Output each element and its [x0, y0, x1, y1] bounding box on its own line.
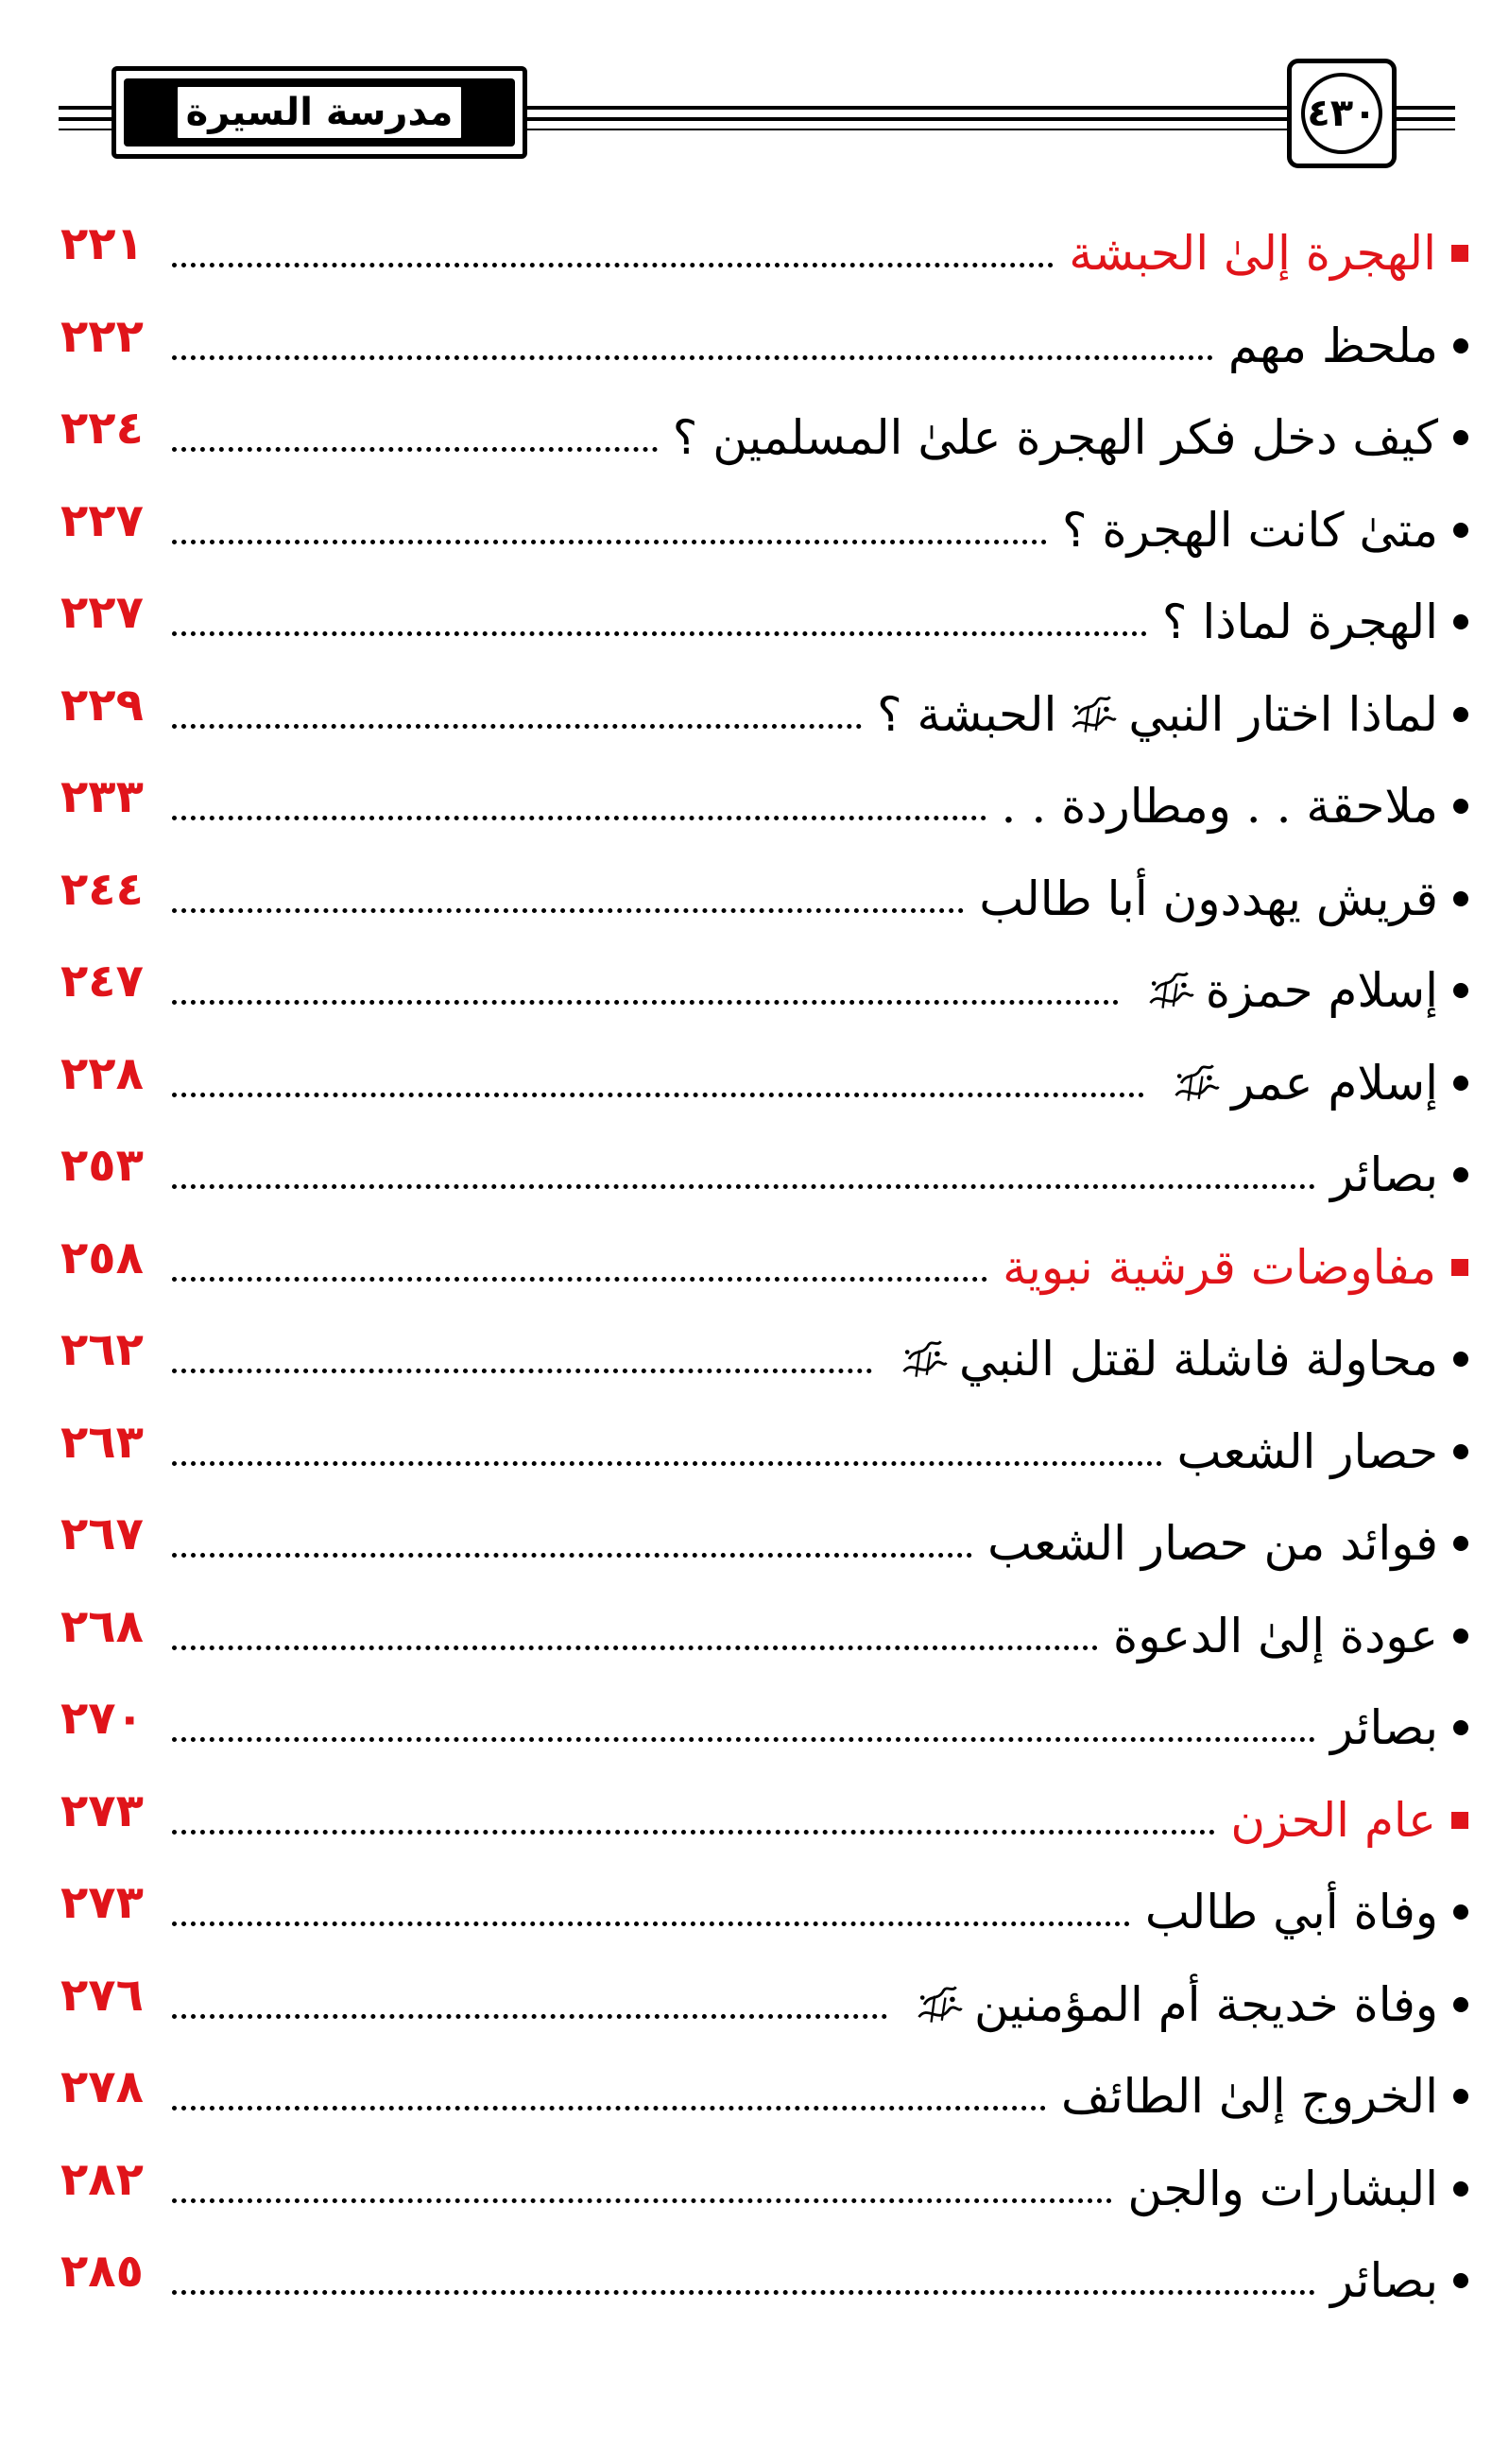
toc-page-number: ٢٦٣	[60, 1416, 144, 1469]
item-dot-bullet	[1453, 1167, 1468, 1182]
toc-entry-label	[673, 400, 1468, 475]
toc-item-row[interactable]	[60, 1598, 1468, 1683]
toc-entry-label	[1061, 2059, 1468, 2134]
item-dot-bullet	[1453, 891, 1468, 906]
toc-leader-dots	[172, 1728, 1315, 1742]
toc-entry-text: بصائر	[1329, 2253, 1438, 2308]
toc-item-row[interactable]	[60, 953, 1468, 1038]
item-dot-bullet	[1453, 707, 1468, 722]
item-dot-bullet	[1453, 1628, 1468, 1644]
item-dot-bullet	[1453, 338, 1468, 353]
toc-entry-label	[1003, 1230, 1468, 1305]
salla-allahu-alayhi-wa-sallam-glyph-icon	[897, 1333, 950, 1386]
item-dot-bullet	[1453, 799, 1468, 814]
toc-leader-dots	[172, 2096, 1046, 2111]
toc-entry-label	[1177, 1414, 1469, 1490]
toc-page-number: ٢٤٧	[60, 955, 144, 1008]
toc-entry-text: حصار الشعب	[1176, 1424, 1438, 1479]
toc-entry-text: إسلام حمزة	[1205, 963, 1438, 1018]
toc-item-row[interactable]	[60, 400, 1468, 485]
toc-page-number: ٢٧٠	[60, 1692, 144, 1745]
toc-leader-dots	[172, 530, 1047, 544]
toc-entry-text: متىٰ كانت الهجرة ؟	[1061, 503, 1438, 558]
toc-page-number: ٢٦٧	[60, 1508, 144, 1560]
toc-entry-text: لماذا اختار النبي	[1128, 687, 1438, 742]
toc-entry-label	[979, 861, 1468, 937]
section-square-bullet	[1451, 1259, 1468, 1276]
toc-leader-dots	[172, 1359, 872, 1373]
toc-section-row[interactable]	[60, 1230, 1468, 1315]
toc-section-row[interactable]	[60, 1783, 1468, 1868]
toc-entry-label	[902, 1967, 1468, 2042]
toc-leader-dots	[172, 2281, 1315, 2295]
toc-entry-text: عودة إلىٰ الدعوة	[1113, 1609, 1438, 1663]
toc-page-number: ٢٥٣	[60, 1139, 144, 1192]
toc-item-row[interactable]	[60, 1137, 1468, 1222]
toc-entry-text: قريش يهددون أبا طالب	[979, 871, 1438, 926]
toc-entry-text: كيف دخل فكر الهجرة علىٰ المسلمين ؟	[672, 410, 1438, 465]
toc-leader-dots	[172, 438, 658, 452]
item-dot-bullet	[1453, 614, 1468, 629]
item-dot-bullet	[1453, 2273, 1468, 2288]
item-dot-bullet	[1453, 1720, 1468, 1735]
toc-leader-dots	[172, 1267, 987, 1282]
toc-leader-dots	[172, 2005, 887, 2019]
toc-item-row[interactable]	[60, 1506, 1468, 1591]
toc-entry-label	[1330, 1690, 1468, 1766]
toc-item-row[interactable]	[60, 1045, 1468, 1130]
toc-item-row[interactable]	[60, 1321, 1468, 1406]
toc-page-number: ٢٧٣	[60, 1784, 144, 1837]
toc-page-number: ٢٢١	[60, 217, 144, 270]
toc-entry-label	[1134, 953, 1468, 1028]
item-dot-bullet	[1453, 1352, 1468, 1367]
page-number: ٤٣٠	[1301, 73, 1382, 154]
toc-entry-label	[987, 1506, 1468, 1581]
toc-entry-text: الهجرة لماذا ؟	[1161, 594, 1438, 649]
toc-entry-label	[1159, 1045, 1468, 1121]
toc-leader-dots	[172, 1083, 1144, 1097]
toc-page-number: ٢٦٨	[60, 1600, 144, 1653]
toc-entry-text: إسلام عمر	[1231, 1056, 1438, 1111]
toc-leader-dots	[172, 991, 1119, 1005]
toc-leader-dots	[172, 715, 862, 729]
toc-item-row[interactable]	[60, 308, 1468, 393]
toc-page-number: ٢٢٧	[60, 494, 144, 547]
toc-entry-label	[1113, 1598, 1468, 1674]
toc-leader-dots	[172, 1912, 1130, 1926]
toc-entry-label	[1069, 215, 1468, 291]
toc-leader-dots	[172, 1636, 1098, 1650]
toc-leader-dots	[172, 806, 986, 820]
toc-item-row[interactable]	[60, 492, 1468, 577]
toc-entry-label	[1145, 1874, 1468, 1950]
item-dot-bullet	[1453, 1536, 1468, 1551]
toc-entry-text: الهجرة إلىٰ الحبشة	[1069, 226, 1436, 281]
section-square-bullet	[1451, 1812, 1468, 1829]
toc-leader-dots	[172, 346, 1213, 360]
radiya-allahu-anhu-glyph-icon	[1169, 1057, 1222, 1110]
toc-leader-dots	[172, 1175, 1315, 1189]
item-dot-bullet	[1453, 983, 1468, 998]
section-square-bullet	[1451, 245, 1468, 262]
toc-page-number: ٢٢٤	[60, 402, 144, 455]
toc-entry-text: بصائر	[1329, 1700, 1438, 1755]
toc-item-row[interactable]	[60, 1967, 1468, 2052]
toc-leader-dots	[172, 1543, 972, 1558]
toc-page-number: ٢٧٣	[60, 1876, 144, 1929]
item-dot-bullet	[1453, 430, 1468, 445]
toc-page-number: ٢٢٨	[60, 1047, 144, 1100]
toc-entry-text: مفاوضات قرشية نبوية	[1003, 1240, 1436, 1295]
toc-item-row[interactable]	[60, 768, 1468, 853]
toc-entry-label	[1330, 2243, 1468, 2318]
toc-item-row[interactable]	[60, 2151, 1468, 2236]
toc-page-number: ٢٦٢	[60, 1323, 144, 1376]
toc-entry-label	[1230, 1783, 1468, 1858]
toc-page-number: ٢٢٢	[60, 310, 144, 363]
toc-entry-text: وفاة خديجة أم المؤمنين	[973, 1977, 1438, 2032]
toc-section-row[interactable]	[60, 215, 1468, 301]
toc-page-number: ٢٧٦	[60, 1969, 144, 2022]
toc-entry-text: بصائر	[1329, 1147, 1438, 1202]
toc-item-row[interactable]	[60, 584, 1468, 669]
toc-entry-text: فوائد من حصار الشعب	[987, 1516, 1438, 1571]
toc-entry-text: محاولة فاشلة لقتل النبي	[958, 1332, 1438, 1387]
toc-leader-dots	[172, 1452, 1162, 1466]
toc-item-row[interactable]	[60, 2059, 1468, 2144]
toc-leader-dots	[172, 622, 1147, 636]
toc-item-row[interactable]	[60, 2243, 1468, 2328]
toc-leader-dots	[172, 2189, 1112, 2203]
item-dot-bullet	[1453, 1904, 1468, 1920]
toc-entry-label	[1330, 1137, 1468, 1213]
toc-item-row[interactable]	[60, 1690, 1468, 1775]
toc-entry-label	[1127, 2151, 1468, 2227]
toc-page-number: ٢٥٨	[60, 1232, 144, 1284]
toc-entry-text: وفاة أبي طالب	[1144, 1885, 1438, 1939]
toc-entry-text-continued: الحبشة ؟	[877, 687, 1057, 742]
item-dot-bullet	[1453, 2089, 1468, 2104]
toc-entry-text: الخروج إلىٰ الطائف	[1060, 2069, 1438, 2124]
toc-page-number: ٢٨٥	[60, 2245, 144, 2298]
toc-entry-text: ملحظ مهم	[1227, 319, 1438, 373]
toc-item-row[interactable]	[60, 1874, 1468, 1959]
toc-entry-label	[887, 1321, 1468, 1397]
item-dot-bullet	[1453, 1997, 1468, 2012]
toc-entry-label	[1162, 584, 1468, 660]
toc-leader-dots	[172, 1820, 1215, 1835]
toc-entry-label	[1002, 768, 1468, 844]
item-dot-bullet	[1453, 1076, 1468, 1091]
toc-entry-text: البشارات والجن	[1127, 2162, 1438, 2216]
toc-leader-dots	[172, 899, 964, 913]
item-dot-bullet	[1453, 1444, 1468, 1459]
book-title: مدرسة السيرة	[175, 84, 464, 141]
item-dot-bullet	[1453, 2181, 1468, 2197]
toc-page-number: ٢٧٨	[60, 2060, 144, 2113]
salla-allahu-alayhi-wa-sallam-glyph-icon	[1066, 688, 1119, 741]
toc-page-number: ٢٨٢	[60, 2153, 144, 2206]
toc-page-number: ٢٣٣	[60, 770, 144, 823]
toc-page-number: ٢٢٧	[60, 586, 144, 639]
toc-leader-dots	[172, 253, 1054, 267]
toc-entry-label	[877, 677, 1468, 752]
toc-page-number: ٢٤٤	[60, 863, 144, 916]
toc-entry-text: عام الحزن	[1230, 1793, 1436, 1848]
item-dot-bullet	[1453, 523, 1468, 538]
toc-entry-label	[1062, 492, 1468, 568]
toc-entry-label	[1228, 308, 1468, 384]
toc-item-row[interactable]	[60, 677, 1468, 762]
toc-entry-text: ملاحقة . . ومطاردة . .	[1001, 779, 1438, 834]
radiya-allahu-anha-glyph-icon	[912, 1978, 965, 2031]
toc-page-number: ٢٢٩	[60, 679, 144, 732]
toc-item-row[interactable]	[60, 861, 1468, 946]
radiya-allahu-anhu-glyph-icon	[1143, 964, 1196, 1017]
toc-item-row[interactable]	[60, 1414, 1468, 1499]
